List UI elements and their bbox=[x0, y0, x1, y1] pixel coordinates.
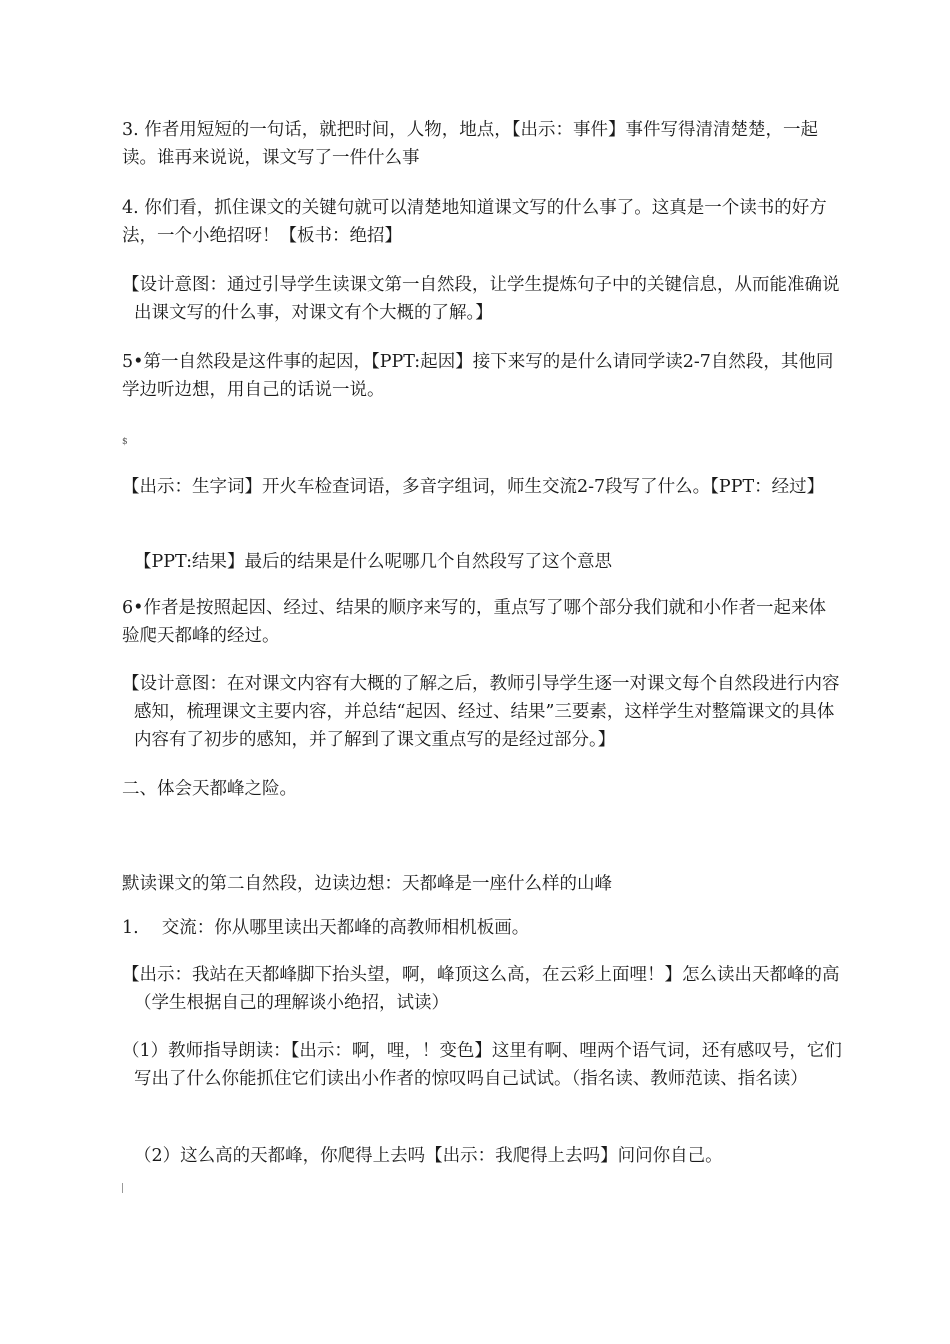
paragraph-silent-reading: 默读课文的第二自然段，边读边想：天都峰是一座什么样的山峰 bbox=[122, 874, 612, 894]
paragraph-can-climb: （2）这么高的天都峰，你爬得上去吗【出示：我爬得上去吗】问问你自己。 bbox=[134, 1146, 723, 1166]
paragraph-6-sequence: 6•作者是按照起因、经过、结果的顺序来写的，重点写了哪个部分我们就和小作者一起来体验爬天都峰的经过。 bbox=[122, 598, 826, 646]
paragraph-3-event: 3. 作者用短短的一句话，就把时间，人物，地点，【出示：事件】事件写得清清楚楚，一起读。谁再来说说，课文写了一件什么事 bbox=[122, 120, 819, 168]
paragraph-1-exchange: 1. 交流：你从哪里读出天都峰的高教师相机板画。 bbox=[122, 918, 530, 938]
stray-mark: $ bbox=[122, 437, 128, 447]
paragraph-design-intent-1: 【设计意图：通过引导学生读课文第一自然段，让学生提炼句子中的关键信息，从而能准确说出课文写的什么事，对课文有个大概的了解。】 bbox=[122, 275, 840, 323]
paragraph-5-cause: 5•第一自然段是这件事的起因，【PPT:起因】接下来写的是什么请同学读2-7自然段，其他同学边听边想，用自己的话说一说。 bbox=[122, 352, 834, 400]
paragraph-design-intent-2: 【设计意图：在对课文内容有大概的了解之后，教师引导学生逐一对课文每个自然段进行内容感知，梳理课文主要内容，并总结“起因、经过、结果”三要素，这样学生对整篇课文的具体内容有了初步的感知，并了解到了课文重点写的是经过部分。】 bbox=[122, 674, 840, 750]
margin-tick bbox=[122, 1183, 123, 1193]
paragraph-new-words: 【出示：生字词】开火车检查词语，多音字组词，师生交流2-7段写了什么。【PPT：经过】 bbox=[122, 477, 825, 497]
paragraph-4-method: 4. 你们看，抓住课文的关键句就可以清楚地知道课文写的什么事了。这真是一个读书的好方法，一个小绝招呀！【板书：绝招】 bbox=[122, 198, 827, 246]
paragraph-show-height: 【出示：我站在天都峰脚下抬头望，啊，峰顶这么高，在云彩上面哩！】怎么读出天都峰的高（学生根据自己的理解谈小绝招，试读） bbox=[122, 965, 840, 1013]
paragraph-guided-reading: （1）教师指导朗读：【出示：啊，哩，！变色】这里有啊、哩两个语气词，还有感叹号，它们写出了什么你能抓住它们读出小作者的惊叹吗自己试试。（指名读、教师范读、指名读） bbox=[122, 1041, 842, 1089]
paragraph-result: 【PPT:结果】最后的结果是什么呢哪几个自然段写了这个意思 bbox=[134, 552, 612, 572]
section-heading-2: 二、体会天都峰之险。 bbox=[122, 779, 297, 799]
